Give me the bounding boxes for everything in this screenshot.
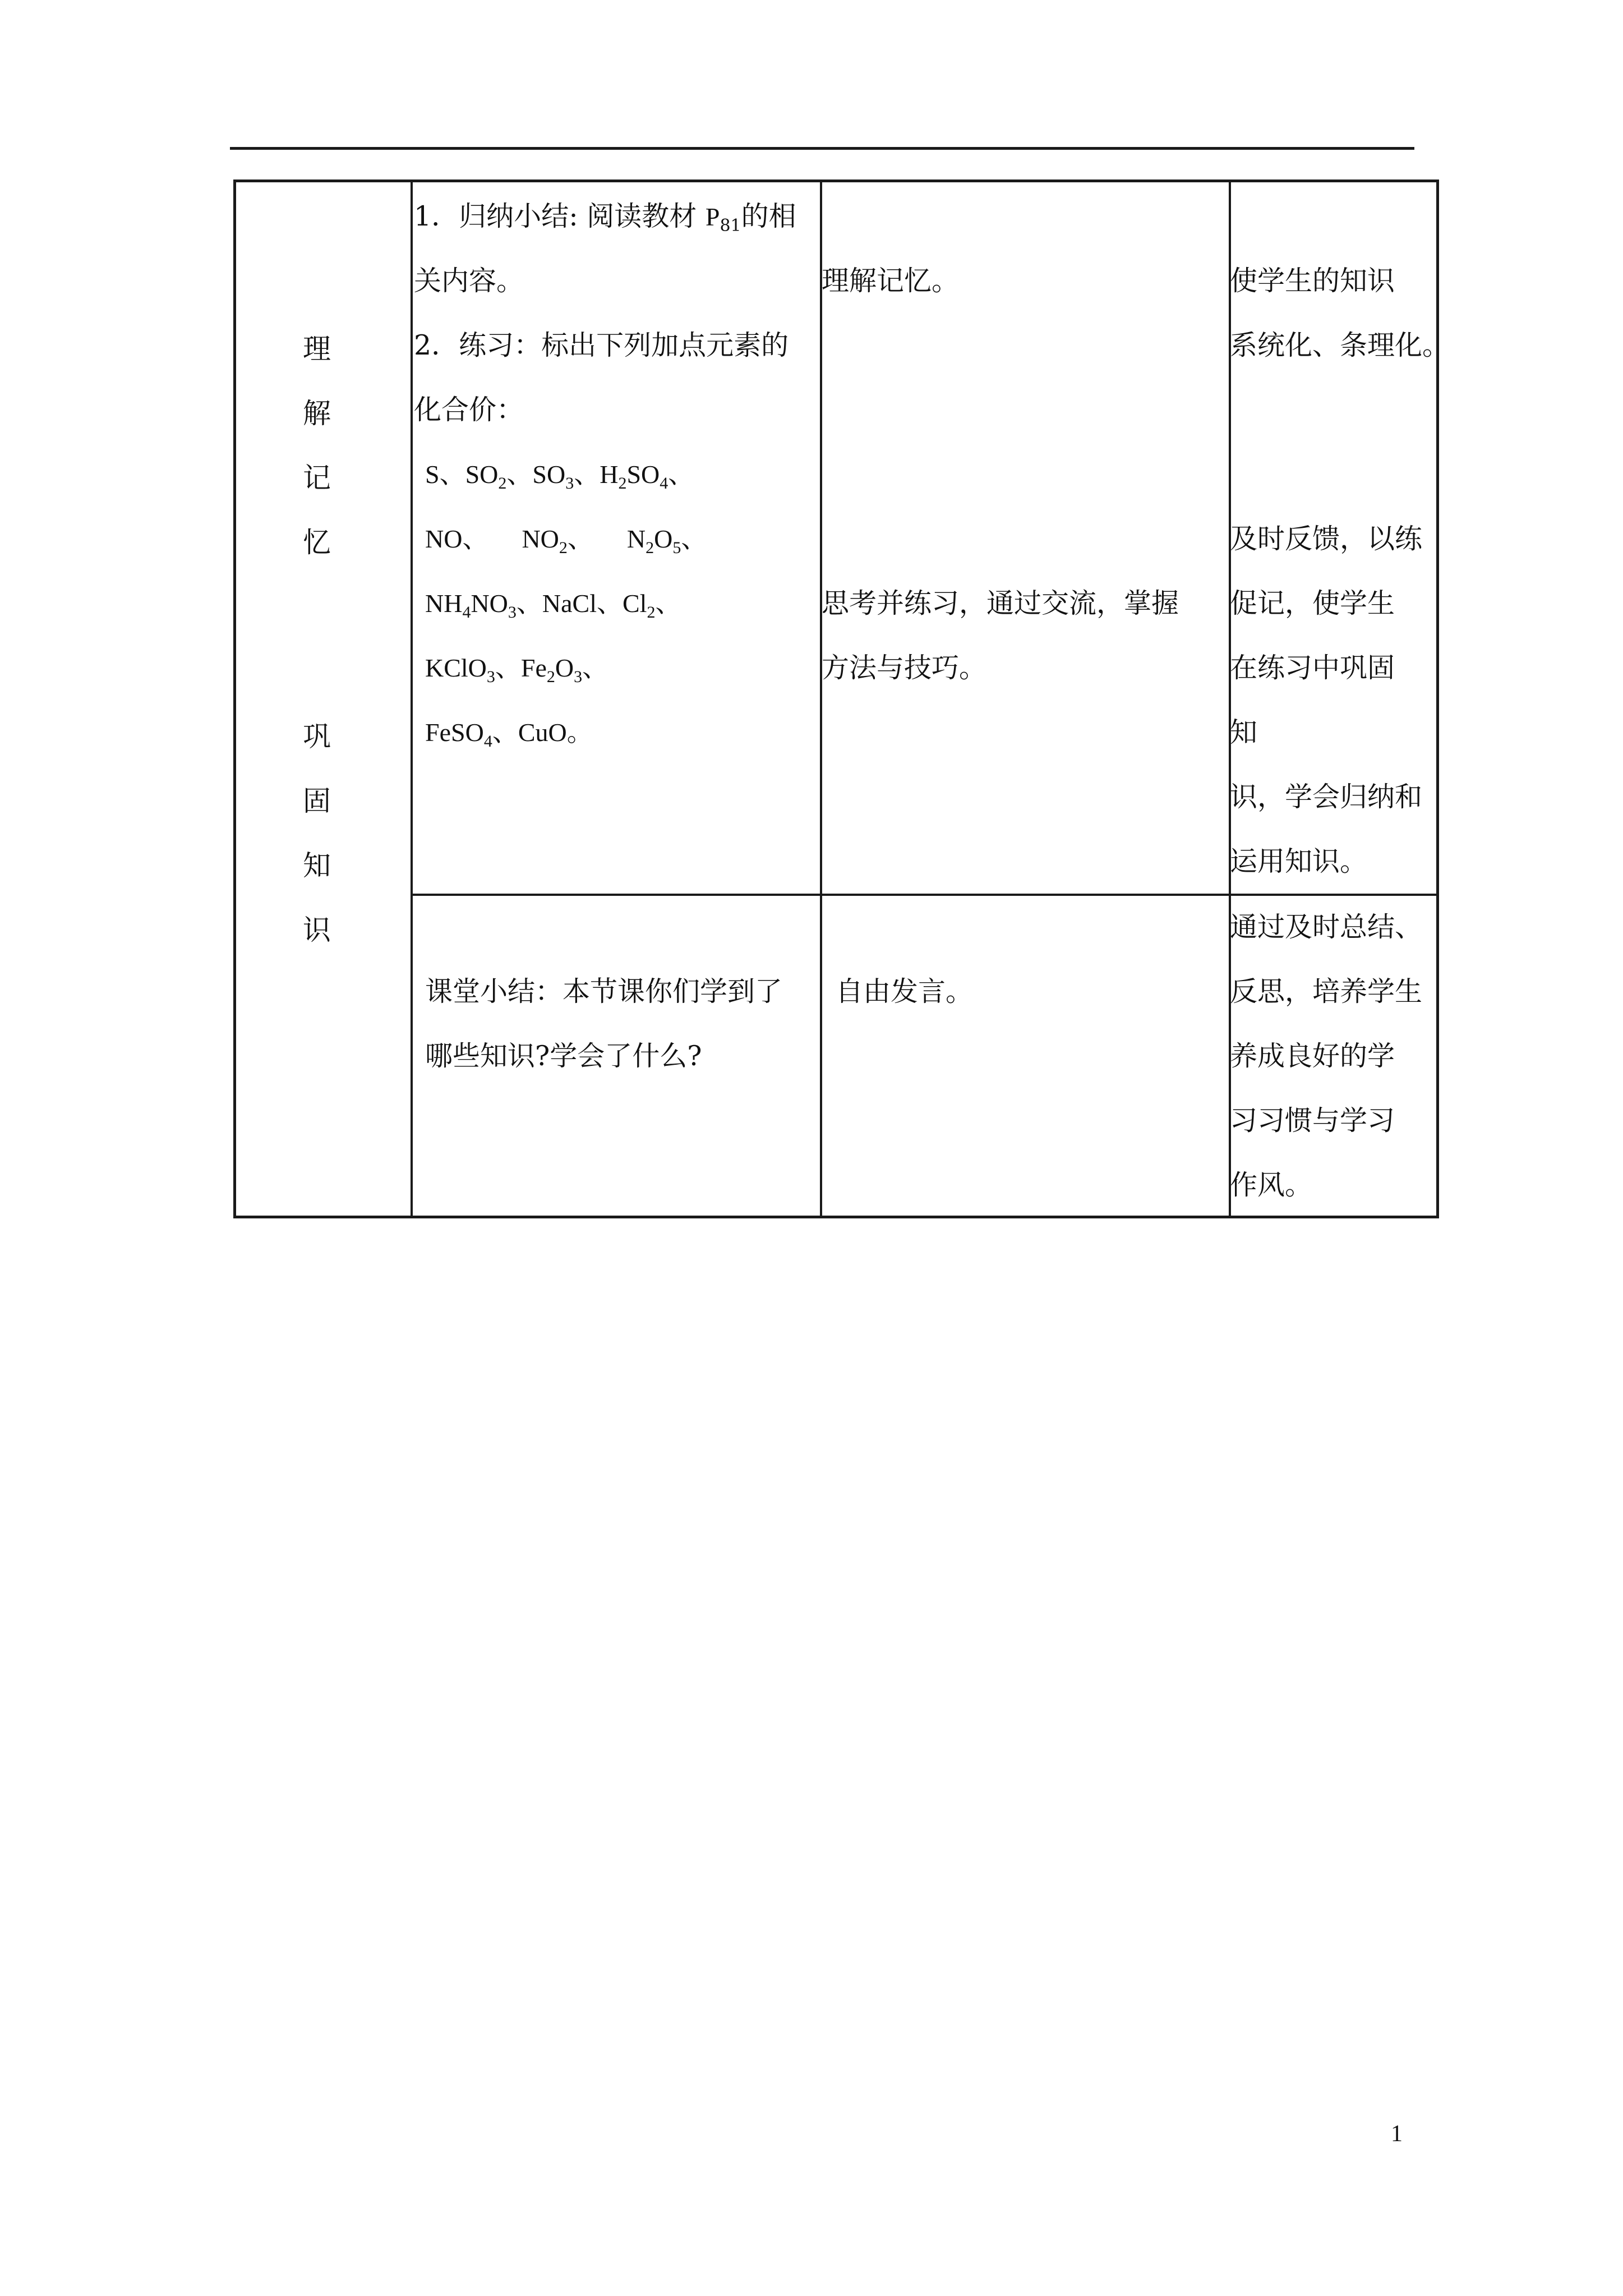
formula-line: KClO$_3$、$Fe_2O_3$、	[425, 654, 608, 686]
stage-char: 记	[303, 462, 331, 494]
purpose-line: 及时反馈，以练	[1230, 523, 1423, 555]
purpose-line: 使学生的知识	[1230, 265, 1395, 297]
header-rule	[230, 147, 1414, 150]
purpose-line: 运用知识。	[1230, 845, 1368, 877]
formula-line: $NH_4NO_3$、NaCl、$Cl_2$、	[425, 589, 681, 622]
formula-line: FeSO$_4$、CuO。	[425, 718, 593, 751]
purpose-line: 通过及时总结、	[1230, 911, 1423, 943]
purpose-line: 系统化、条理化。	[1230, 329, 1450, 361]
stage-char: 忆	[303, 526, 331, 559]
purpose-line: 养成良好的学	[1230, 1040, 1395, 1072]
purpose-line: 习习惯与学习	[1230, 1105, 1395, 1137]
stage-char: 理	[303, 333, 331, 365]
stage-char: 固	[303, 785, 331, 817]
teacher-line: 化合价：	[414, 394, 524, 426]
student-line: 理解记忆。	[822, 265, 960, 297]
teacher-line: 哪些知识?学会了什么?	[425, 1040, 702, 1072]
student-line: 思考并练习，通过交流，掌握	[822, 587, 1179, 619]
student-line: 自由发言。	[836, 976, 974, 1007]
teacher-line: 课堂小结：本节课你们学到了	[425, 976, 783, 1007]
purpose-line: 促记，使学生	[1230, 587, 1395, 619]
purpose-line: 识，学会归纳和	[1230, 781, 1423, 813]
purpose-line: 反思，培养学生	[1230, 976, 1423, 1007]
student-line: 方法与技巧。	[822, 652, 987, 684]
teacher-line: 关内容。	[414, 265, 524, 297]
formula-line: S、$SO_2$、$SO_3$、$H_2SO_4$、	[425, 460, 694, 493]
teacher-line: 2．练习：标出下列加点元素的	[414, 329, 789, 361]
page-number: 1	[1391, 2121, 1403, 2147]
formula-line: NO、 $NO_2$、 $N_2O_5$、	[425, 524, 707, 557]
stage-char: 巩	[303, 720, 331, 753]
stage-char: 解	[303, 397, 331, 430]
stage-char: 知	[303, 849, 331, 882]
purpose-line: 在练习中巩固	[1230, 652, 1395, 684]
teacher-line: 1．归纳小结: 阅读教材 $P_{81}$的相	[414, 200, 796, 236]
purpose-line: 作风。	[1230, 1169, 1313, 1201]
stage-char: 识	[303, 914, 331, 946]
column-divider	[411, 182, 413, 1216]
purpose-line: 知	[1230, 716, 1258, 748]
